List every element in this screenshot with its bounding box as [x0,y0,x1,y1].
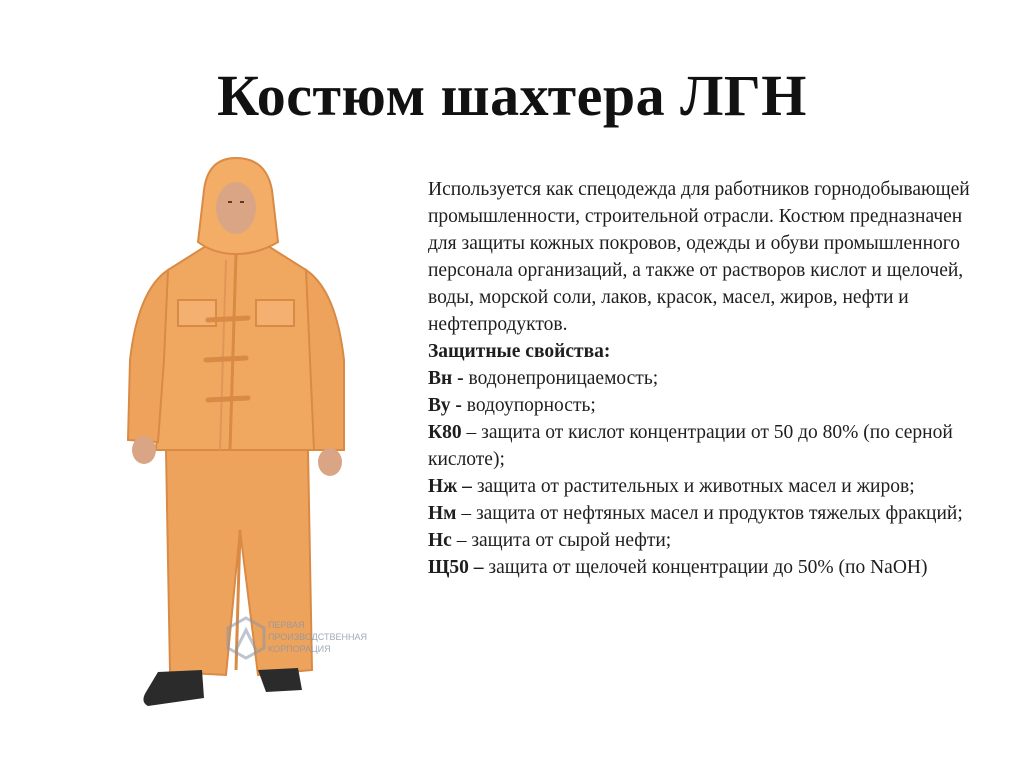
property-code: Нм [428,503,457,524]
right-chest-pocket [256,300,294,326]
slide-title: Костюм шахтера ЛГН [217,63,807,128]
property-item [428,392,984,419]
property-text: – защита от сырой нефти; [451,530,672,551]
property-code: Щ50 – [428,557,484,578]
property-code: К80 [428,422,462,443]
jacket [156,246,318,450]
property-code: Нс [428,530,452,551]
property-code: Ву - [428,395,462,416]
property-text: защита от растительных и животных масел и жиров; [471,476,915,497]
property-text: защита от щелочей концентрации до 50% (по NaOH) [483,557,928,578]
miner-suit-figure [108,150,368,720]
left-boot [143,670,204,706]
property-text: водоупорность; [461,395,596,416]
suit-photo [108,150,368,720]
description-block [428,176,984,581]
right-boot [258,668,302,692]
right-hand [318,448,342,476]
watermark-line3: КОРПОРАЦИЯ [268,644,331,654]
property-text: – защита от нефтяных масел и продуктов тяжелых фракций; [456,503,963,524]
properties-heading: Защитные свойства: [428,341,611,362]
property-text: – защита от кислот концентрации от 50 до 80% (по серной кислоте); [428,422,953,470]
property-item [428,500,984,527]
watermark-line1: ПЕРВАЯ [268,620,305,630]
property-text: водонепроницаемость; [463,368,659,389]
property-item [428,527,984,554]
watermark-line2: ПРОИЗВОДСТВЕННАЯ [268,632,367,642]
property-item [428,554,984,581]
property-code: Вн - [428,368,464,389]
properties-list [428,365,984,581]
face [216,182,256,234]
property-code: Нж – [428,476,472,497]
property-item [428,365,984,392]
property-item [428,419,984,473]
property-item [428,473,984,500]
left-hand [132,436,156,464]
description-text: Используется как спецодежда для работников горнодобывающей промышленности, строительной отрасли. Костюм предназначен для защиты кожных покровов, одежды и обуви промышленного персонала организаций, а также от растворов кислот и щелочей, воды, морской соли, лаков, красок, масел, жиров, нефти и нефтепродуктов. [428,179,970,335]
